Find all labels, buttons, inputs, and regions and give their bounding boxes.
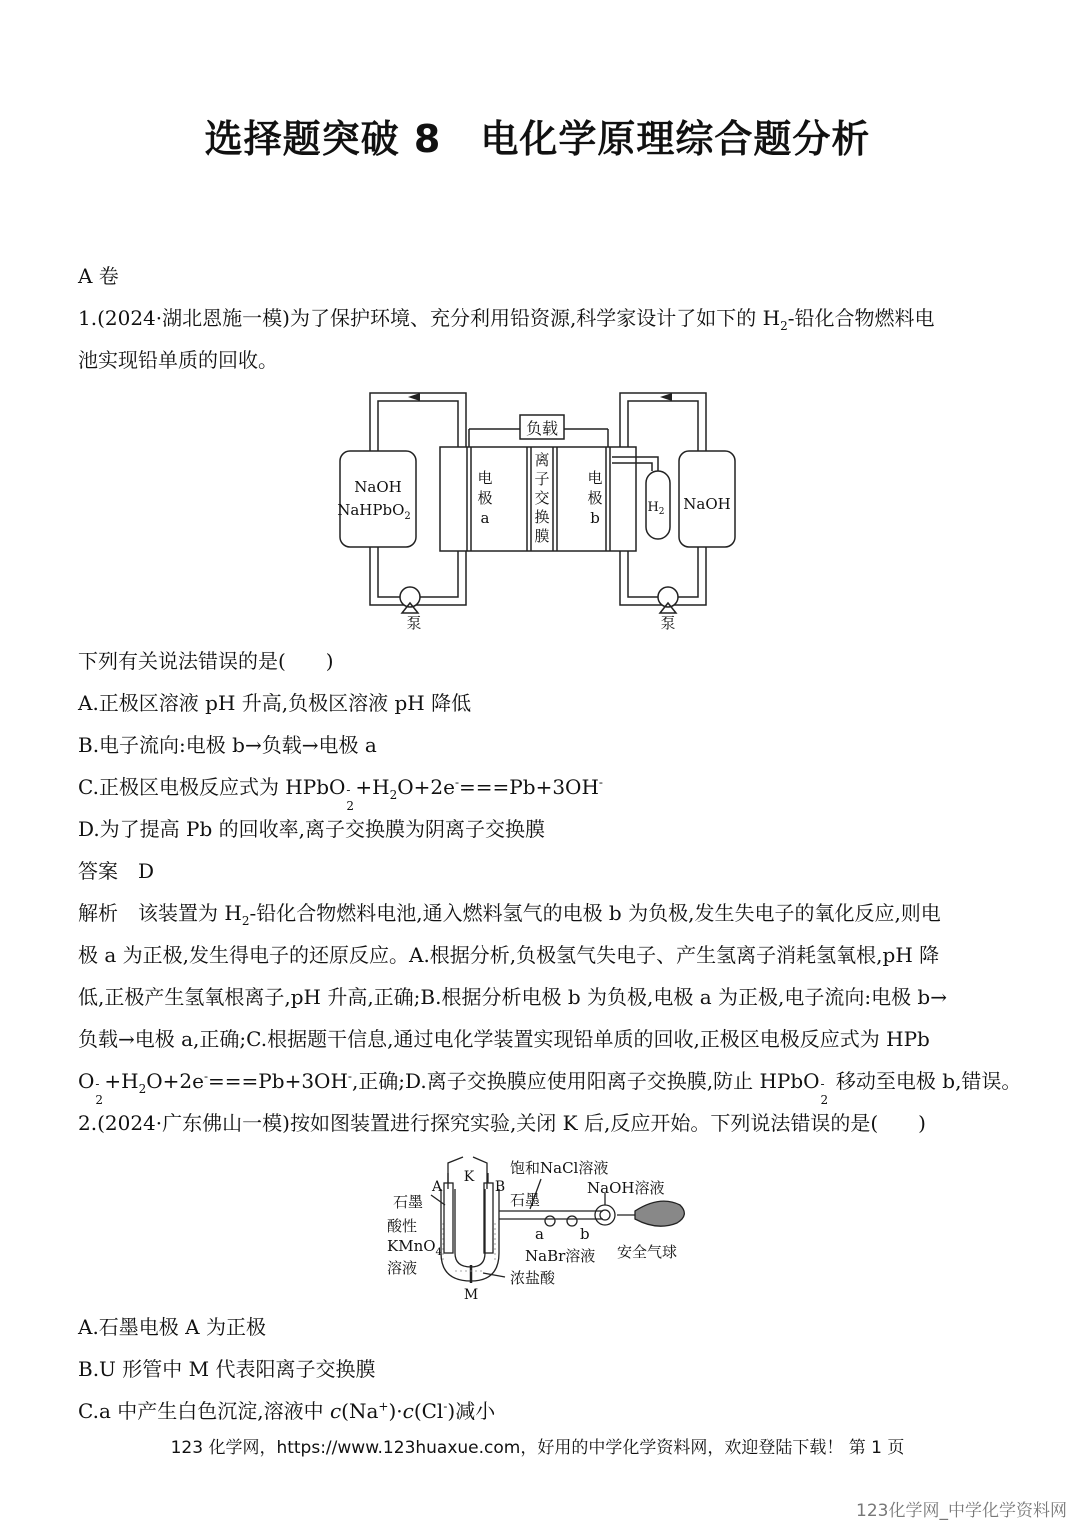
bulb-b-label: b [580,1225,590,1243]
electrode-a-char-2: 极 [477,489,493,507]
hcl-label: 浓盐酸 [510,1269,556,1287]
watermark: 123化学网_中学化学资料网 [856,1501,1067,1521]
electrode-b-char-2: 极 [587,489,603,507]
q1-stem-line1: 1.(2024·湖北恩施一模)为了保护环境、充分利用铅资源,科学家设计了如下的 $H_2-$铅化合物燃料电 [78,306,935,333]
electrolysis-diagram [385,1153,695,1303]
q1-prompt: 下列有关说法错误的是( ) [78,649,334,673]
membrane-char-5: 膜 [534,527,550,545]
kmno4-label-1: 酸性 [387,1217,418,1235]
q2-option-a: A.石墨电极 A 为正极 [78,1315,266,1339]
electrode-a-char-1: 电 [477,469,493,487]
right-tank-label: NaOH [683,495,731,513]
membrane-char-3: 交 [534,489,550,507]
section-label: A 卷 [78,264,119,288]
electrode-b-label: B [494,1179,506,1195]
membrane-char-2: 子 [534,470,550,488]
q1-option-b: B.电子流向:电极 b→负载→电极 a [78,733,377,757]
kmno4-label-2: KMnO$_4$ [387,1237,442,1258]
membrane-m-label: M [463,1287,479,1303]
h2-label: $H_2$ [647,500,665,517]
q1-option-d: D.为了提高 Pb 的回收率,离子交换膜为阴离子交换膜 [78,817,546,841]
page-footer: 123 化学网，https://www.123huaxue.com，好用的中学化学资料网，欢迎登陆下载！ 第 1 页 [170,1438,905,1458]
left-tank-label-2: NaHPbO$_2$ [337,501,411,522]
electrode-b-char-1: 电 [587,469,603,487]
q1-answer: 答案 D [78,859,155,883]
balloon-label: 安全气球 [617,1243,678,1261]
left-tank-label-1: NaOH [354,478,402,496]
q1-analysis-line4: 负载→电极 a,正确;C.根据题干信息,通过电化学装置实现铅单质的回收,正极区电极反应式为 HPb [78,1027,930,1051]
page-title: 选择题突破 8 电化学原理综合题分析 [204,117,871,161]
left-pump-label: 泵 [406,614,422,632]
q1-analysis-line1: 解析 该装置为 $H_2-$铅化合物燃料电池,通入燃料氢气的电极 b 为负极,发生失电子的氧化反应,则电 [78,901,941,928]
membrane-char-1: 离 [534,451,550,469]
q1-option-c: C.正极区电极反应式为 HPbO - 2 $+H_2O+2e^-===Pb+3OH^-$ [78,775,603,813]
q1-analysis-line3: 低,正极产生氢氧根离子,pH 升高,正确;B.根据分析电极 b 为负极,电极 a 为正极,电子流向:电极 b→ [78,985,947,1009]
k-switch-label: K [463,1169,475,1185]
right-graphite-label: 石墨 [510,1191,541,1209]
q2-stem: 2.(2024·广东佛山一模)按如图装置进行探究实验,关闭 K 后,反应开始。下列说法错误的是( ) [78,1111,926,1135]
kmno4-label-3: 溶液 [387,1259,418,1277]
nabr-label: NaBr溶液 [525,1247,596,1265]
q1-analysis-line2: 极 a 为正极,发生得电子的还原反应。A.根据分析,负极氢气失电子、产生氢离子消耗氢氧根,pH 降 [78,943,940,967]
q2-option-b: B.U 形管中 M 代表阳离子交换膜 [78,1357,376,1381]
fuel-cell-diagram [330,385,750,635]
right-pump-label: 泵 [660,614,676,632]
bulb-a-label: a [535,1225,544,1243]
electrode-b-char-3: b [590,509,600,527]
electrode-a-char-3: a [480,509,490,527]
q1-stem-line2: 池实现铅单质的回收。 [78,348,278,372]
left-graphite-label: 石墨 [393,1193,424,1211]
q1-option-a: A.正极区溶液 pH 升高,负极区溶液 pH 降低 [78,691,472,715]
q2-option-c: C.a 中产生白色沉淀,溶液中 c(Na+)·c(Cl-)减小 [78,1399,496,1423]
electrode-a-label: A [431,1179,443,1195]
load-label: 负载 [525,419,559,438]
membrane-char-4: 换 [534,508,550,526]
q1-analysis-line5: O - 2 $+H_2O+2e^-===Pb+3OH^-$,正确;D.离子交换膜应使用阳离子交换膜,防止 HPbO - 2 移动至电极 b,错误。 [78,1069,1022,1107]
sat-nacl-label: 饱和NaCl溶液 [510,1159,609,1177]
naoh-solution-label: NaOH溶液 [587,1179,665,1197]
